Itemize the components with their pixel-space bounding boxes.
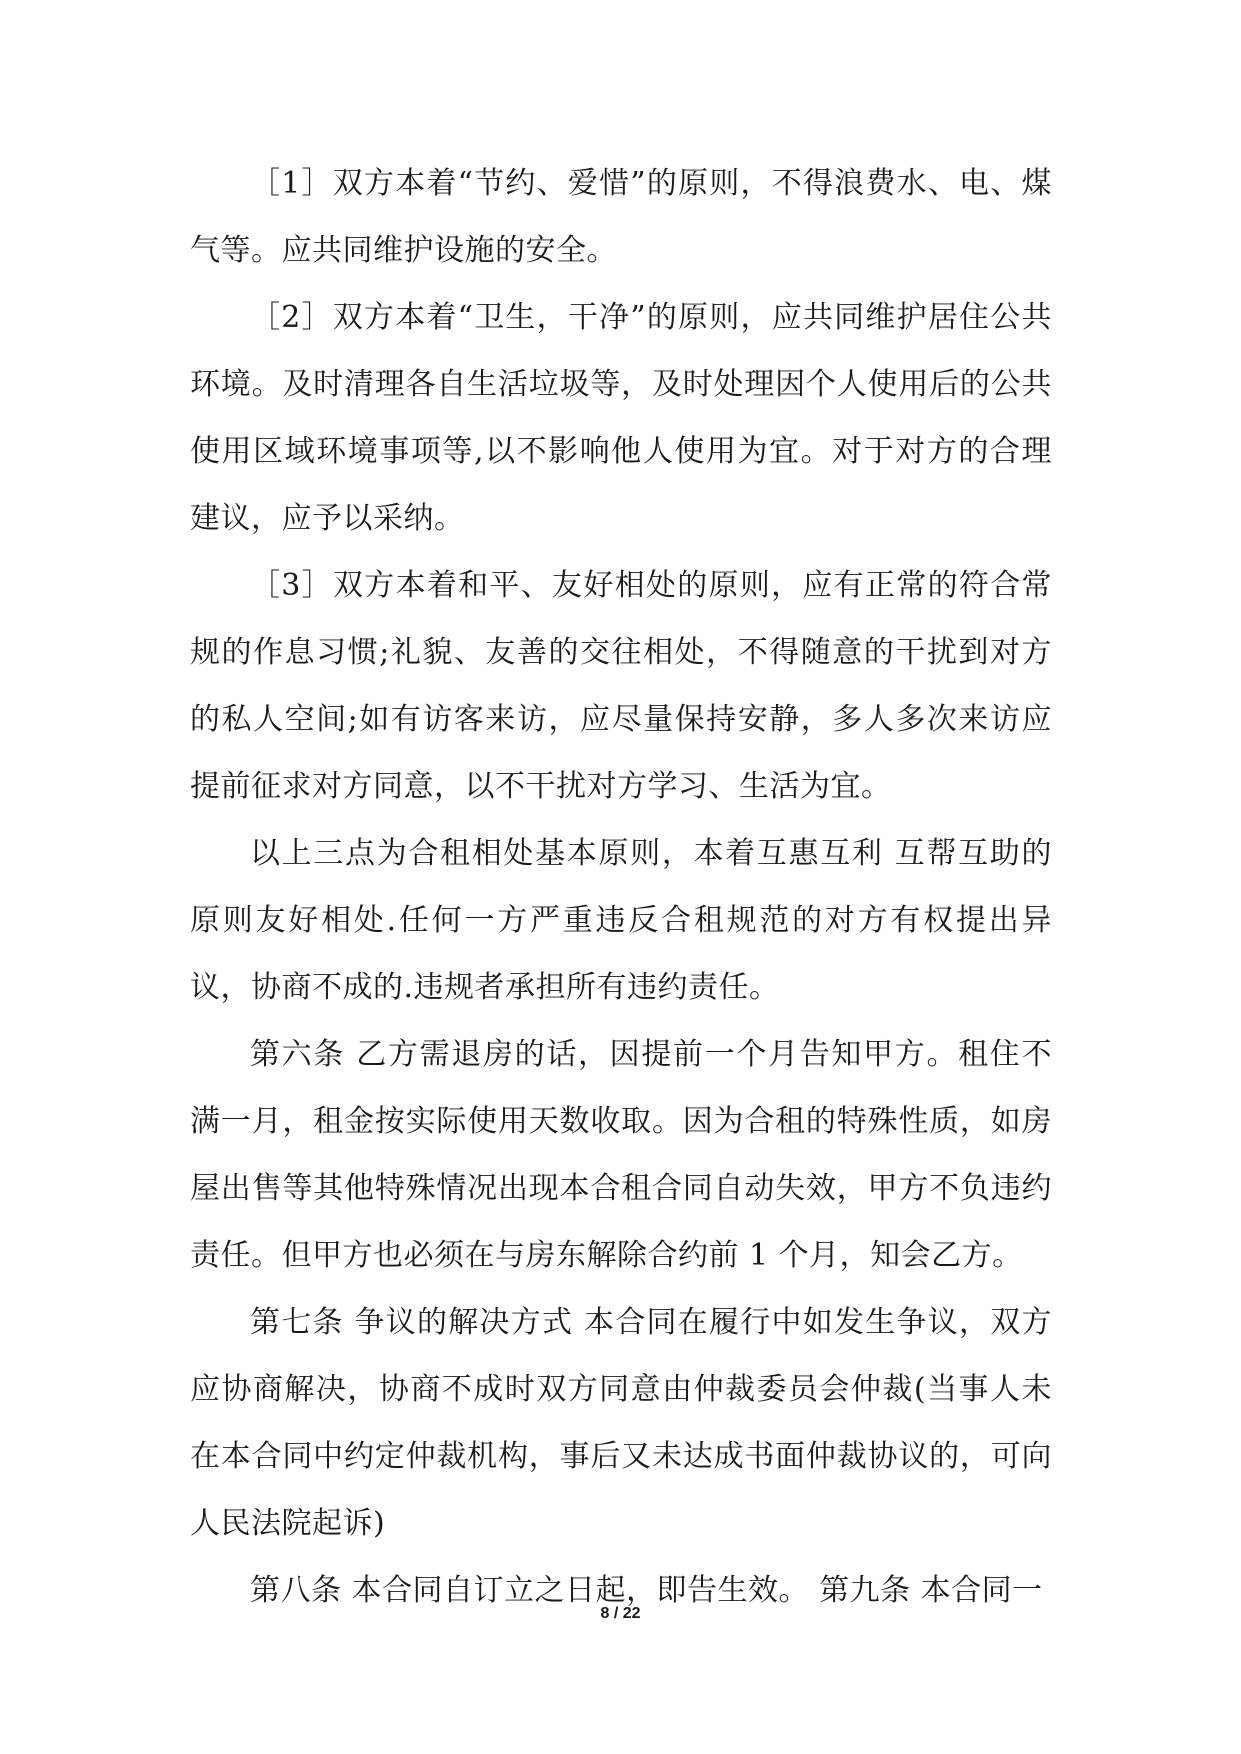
- document-body: [190, 150, 1052, 1624]
- paragraph-principles-summary: 以上三点为合租相处基本原则，本着互惠互利 互帮互助的原则友好相处.任何一方严重违反合租规范的对方有权提出异议，协商不成的.违规者承担所有违约责任。: [190, 836, 1052, 1005]
- page-number: 8 / 22: [600, 1605, 641, 1622]
- paragraph-article-8-9: 第八条 本合同自订立之日起，即告生效。 第九条 本合同一: [250, 1573, 1043, 1608]
- paragraph-clause-1: ［1］双方本着“节约、爱惜”的原则，不得浪费水、电、煤气等。应共同维护设施的安全。: [190, 166, 1052, 268]
- paragraph-article-7: 第七条 争议的解决方式 本合同在履行中如发生争议，双方应协商解决，协商不成时双方同意由仲裁委员会仲裁(当事人未在本合同中约定仲裁机构，事后又未达成书面仲裁协议的，可向人民法院起诉): [190, 1305, 1052, 1541]
- paragraph-clause-2: ［2］双方本着“卫生，干净”的原则，应共同维护居住公共环境。及时清理各自生活垃圾等，及时处理因个人使用后的公共使用区域环境事项等,以不影响他人使用为宜。对于对方的合理建议，应予以采纳。: [190, 300, 1052, 536]
- paragraph-article-6: 第六条 乙方需退房的话，因提前一个月告知甲方。租住不满一月，租金按实际使用天数收取。因为合租的特殊性质，如房屋出售等其他特殊情况出现本合租合同自动失效，甲方不负违约责任。但甲方也必须在与房东解除合约前 1 个月，知会乙方。: [190, 1037, 1052, 1273]
- paragraph-clause-3: ［3］双方本着和平、友好相处的原则，应有正常的符合常规的作息习惯;礼貌、友善的交往相处，不得随意的干扰到对方的私人空间;如有访客来访，应尽量保持安静，多人多次来访应提前征求对方同意，以不干扰对方学习、生活为宜。: [190, 568, 1052, 804]
